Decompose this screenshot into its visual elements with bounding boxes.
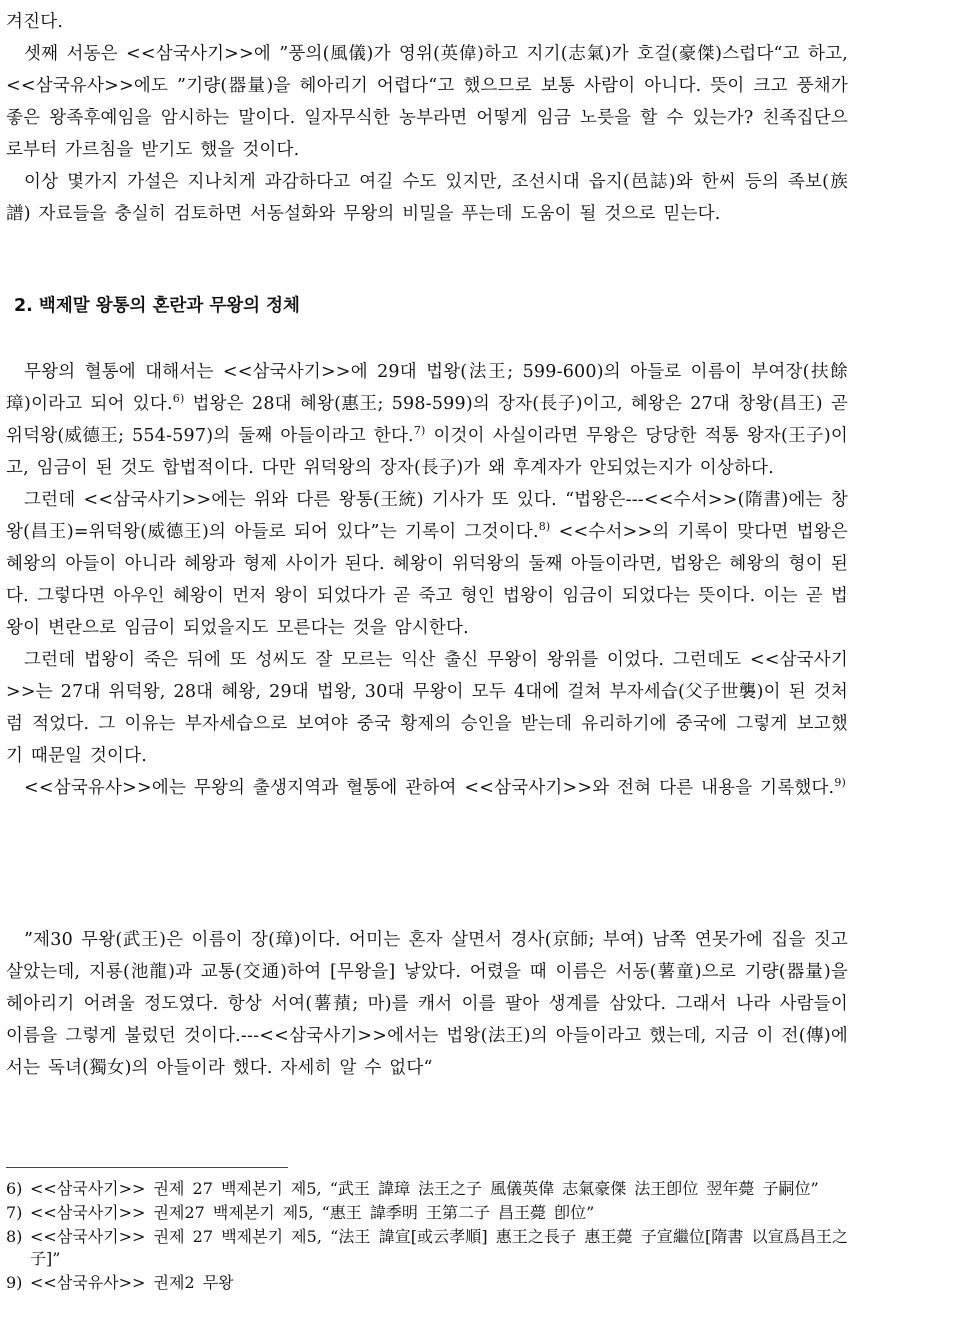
block-quote: ”제30 무왕(武王)은 이름이 장(璋)이다. 어미는 혼자 살면서 경사(京師; 부여) 남쪽 연못가에 집을 짓고 살았는데, 지룡(池龍)과 교통(交通)하여 [무왕을] 낳았다. 어렸을 때 이름은 서동(薯童)으로 기량(器量)을 헤아리기 어려울 정도였다. 항상 서여(薯蕷; 마)를 캐서 이를 팔아 생계를 삼았다. 그래서 나라 사람들이 이름을 그렇게 불렀던 것이다.---<<삼국사기>>에서는 법왕(法王)의 아들이라고 했는데, 지금 이 전(傳)에서는 독녀(獨女)의 아들이라 했다. 자세히 알 수 없다“ (6, 930, 848, 1078)
quote-section (6, 924, 848, 1084)
paragraph-text: 무왕의 혈통에 대해서는 <<삼국사기>>에 29대 법왕(法王; 599-600)의 아들로 이름이 부여장(扶餘璋)이라고 되어 있다. (6, 362, 848, 414)
footnote-ref[interactable]: 6) (172, 392, 185, 406)
paragraph-succession: 그런데 법왕이 죽은 뒤에 또 성씨도 잘 모르는 익산 출신 무왕이 왕위를 이었다. 그런데도 <<삼국사기>>는 27대 위덕왕, 28대 혜왕, 29대 법왕, 30대 무왕이 모두 4대에 걸쳐 부자세습(父子世襲)이 된 것처럼 적었다. 그 이유는 부자세습으로 보여야 중국 황제의 승인을 받는데 유리하기에 중국에 그렇게 보고했기 때문일 것이다. (6, 650, 848, 766)
paragraph-suseo (6, 484, 848, 644)
body-section (6, 356, 848, 804)
paragraph-text: <<수서>>의 기록이 맞다면 법왕은 혜왕의 아들이 아니라 혜왕과 형제 사이가 된다. 혜왕이 위덕왕의 둘째 아들이라면, 법왕은 혜왕의 형이 된다. 그렇다면 아우인 혜왕이 먼저 왕이 되었다가 곧 죽고 형인 법왕이 임금이 되었다는 뜻이다. 이는 곧 법왕이 변란으로 임금이 되었을지도 모른다는 것을 암시한다. (6, 522, 849, 638)
footnote-item (6, 1226, 848, 1270)
continued-paragraph: 겨진다. (6, 12, 64, 32)
footnote-divider (6, 1167, 288, 1168)
paragraph-hypothesis: 이상 몇가지 가설은 지나치게 과감하다고 여길 수도 있지만, 조선시대 읍지(邑誌)와 한씨 등의 족보(族譜) 자료들을 충실히 검토하면 서동설화와 무왕의 비밀을 푸는데 도움이 될 것으로 믿는다. (6, 172, 848, 224)
footnote-text: <<삼국사기>> 권제 27 백제본기 제5, “武王 諱璋 法王之子 風儀英偉 志氣豪傑 法王卽位 翌年薨 子嗣位” (30, 1179, 819, 1198)
footnote-item (6, 1272, 848, 1294)
intro-section (6, 6, 848, 230)
footnote-ref[interactable]: 7) (413, 424, 426, 438)
footnote-text: <<삼국사기>> 권제27 백제본기 제5, “惠王 諱季明 王第二子 昌王薨 卽位” (30, 1203, 595, 1222)
footnote-text: <<삼국유사>> 권제2 무왕 (30, 1273, 234, 1292)
footnote-number: 9) (6, 1273, 23, 1292)
section-heading: 2. 백제말 왕통의 혼란과 무왕의 정체 (14, 296, 300, 316)
footnote-number: 8) (6, 1227, 23, 1246)
footnotes (6, 1178, 848, 1296)
footnote-number: 6) (6, 1179, 23, 1198)
paragraph-text: 그런데 <<삼국사기>>에는 위와 다른 왕통(王統) 기사가 또 있다. “법왕은---<<수서>>(隋書)에는 창왕(昌王)=위덕왕(威德王)의 아들로 되어 있다”는 기록이 그것이다. (6, 490, 848, 542)
paragraph-lineage (6, 356, 848, 484)
footnote-item (6, 1202, 848, 1224)
footnote-ref[interactable]: 9) (834, 776, 847, 790)
paragraph-text: <<삼국유사>>에는 무왕의 출생지역과 혈통에 관하여 <<삼국사기>>와 전혀 다른 내용을 기록했다. (24, 778, 835, 798)
paragraph-third-point: 셋째 서동은 <<삼국사기>>에 ”풍의(風儀)가 영위(英偉)하고 지기(志氣)가 호걸(豪傑)스럽다“고 하고, <<삼국유사>>에도 ”기량(器量)을 헤아리기 어렵다“고 했으므로 보통 사람이 아니다. 뜻이 크고 풍채가 좋은 왕족후예임을 암시하는 말이다. 일자무식한 농부라면 어떻게 임금 노릇을 할 수 있는가? 친족집단으로부터 가르침을 받기도 했을 것이다. (6, 44, 848, 160)
footnote-ref[interactable]: 8) (538, 520, 551, 534)
footnote-number: 7) (6, 1203, 23, 1222)
paragraph-text: 이것이 사실이라면 무왕은 당당한 적통 왕자(王子)이고, 임금이 된 것도 합법적이다. 다만 위덕왕의 장자(長子)가 왜 후계자가 안되었는지가 이상하다. (6, 426, 848, 478)
footnote-text: <<삼국사기>> 권제 27 백제본기 제5, “法王 諱宣[或云孝順] 惠王之長子 惠王薨 子宣繼位[隋書 以宣爲昌王之子]” (30, 1227, 848, 1268)
paragraph-samguk-yusa (6, 772, 848, 804)
footnote-item (6, 1178, 848, 1200)
paragraph-text: 법왕은 28대 혜왕(惠王; 598-599)의 장자(長子)이고, 혜왕은 27대 창왕(昌王) 곧 위덕왕(威德王; 554-597)의 둘째 아들이라고 한다. (6, 394, 848, 446)
